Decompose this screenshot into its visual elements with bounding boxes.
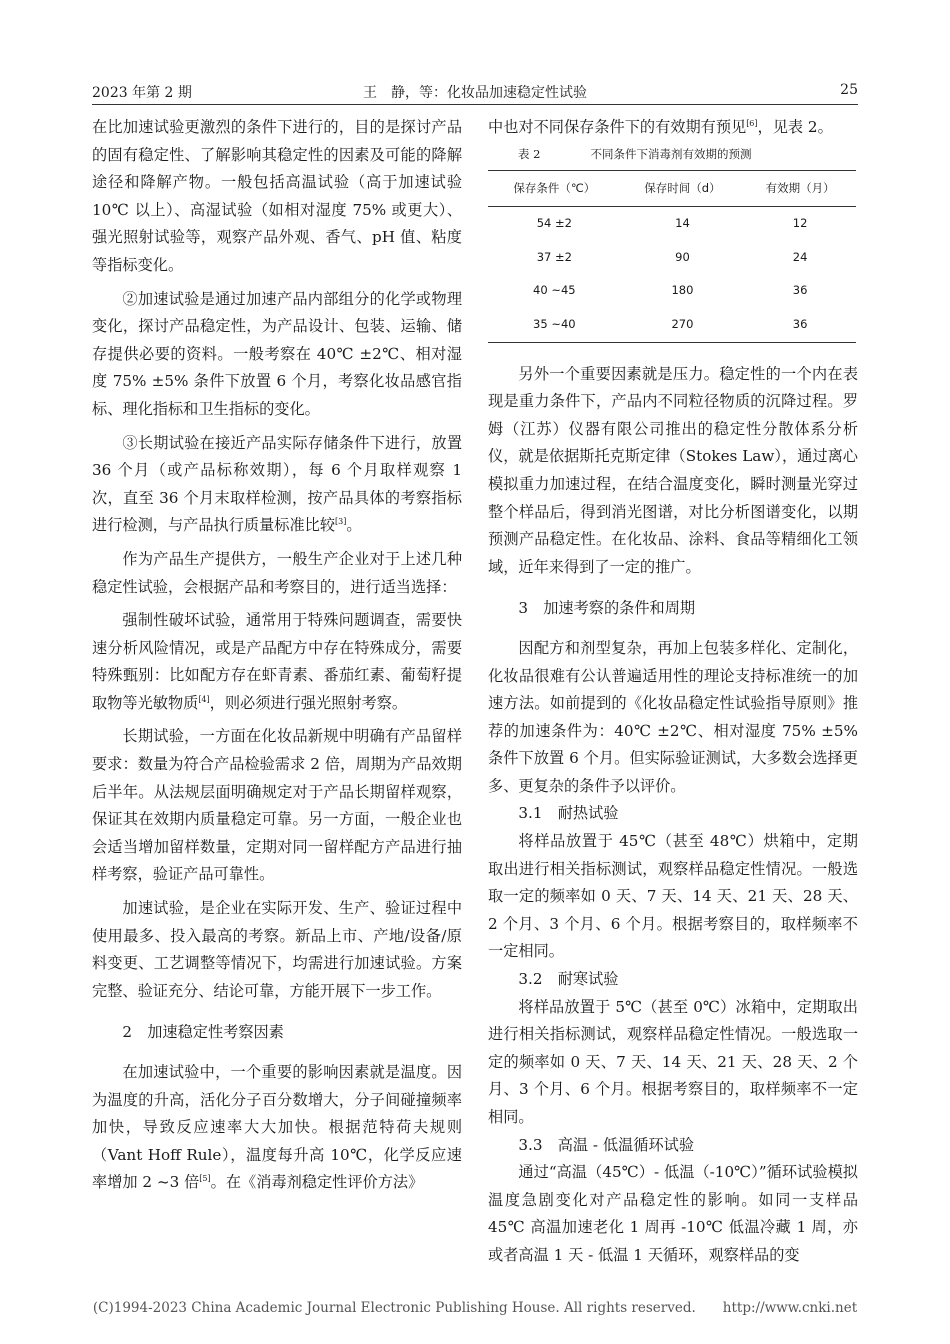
table-row: 40 ~45 180 36 [533, 283, 808, 298]
paragraph: 作为产品生产提供方，一般生产企业对于上述几种稳定性试验，会根据产品和考察目的，进行适当选择： [92, 549, 462, 596]
table-row: 37 ±2 90 24 [536, 249, 808, 264]
table-caption [518, 146, 858, 162]
table-header: 保存条件（℃） [488, 170, 621, 207]
paragraph: ②加速试验是通过加速产品内部组分的化学或物理变化，探讨产品稳定性，为产品设计、包装、运输、储存提供必要的资料。一般考察在 40℃ ±2℃、相对湿度 75% ±5% 条件下放置 6 个月，考察化妆品感官指标、理化指标和卫生指标的变化。 [92, 289, 462, 418]
table-header: 保存时间（d） [621, 170, 745, 207]
article-title: 王 静，等：化妆品加速稳定性试验 [363, 85, 587, 101]
subsection-heading: 3.1 耐热试验 [518, 804, 619, 823]
paragraph: ③长期试验在接近产品实际存储条件下进行，放置 36 个月（或产品标称效期），每 6 个月取样观察 1 次，直至 36 个月末取样检测，按产品具体的考察指标进行检测，与产品执行质量标准比较[3]。 [92, 433, 462, 535]
paragraph: 长期试验，一方面在化妆品新规中明确有产品留样要求：数量为符合产品检验需求 2 倍，周期为产品效期后半年。从法规层面明确规定对于产品长期留样观察，保证其在效期内质量稳定可靠。另一方面，一般企业也会适当增加留样数量，定期对同一留样配方产品进行抽样考察，验证产品可靠性。 [92, 727, 462, 884]
right-column [488, 114, 858, 1270]
citation[interactable]: [3] [335, 517, 347, 527]
page-number: 25 [840, 82, 858, 98]
paragraph: 将样品放置于 45℃（甚至 48℃）烘箱中，定期取出进行相关指标测试，观察样品稳定性情况。一般选取一定的频率如 0 天、7 天、14 天、21 天、28 天、2 个月、3 个月、6 个月。根据考察目的，取样频率不一定相同。 [488, 832, 858, 961]
section-heading: 2 加速稳定性考察因素 [122, 1023, 284, 1042]
paragraph: 因配方和剂型复杂，再加上包装多样化、定制化，化妆品很难有公认普遍适用性的理论支持标准统一的加速方法。如前提到的《化妆品稳定性试验指导原则》推荐的加速条件为：40℃ ±2℃、相对湿度 75% ±5% 条件下放置 6 个月。但实际验证测试，大多数会选择更多、更复杂的条件予以评价。 [488, 638, 858, 795]
table-number: 表 2 [518, 146, 541, 161]
paragraph: 强制性破坏试验，通常用于特殊问题调查，需要快速分析风险情况，或是产品配方中存在特殊成分，需要特殊甄别：比如配方存在虾青素、番茄红素、葡萄籽提取物等光敏物质[4]，则必须进行强光照射考察。 [92, 611, 462, 712]
left-column [92, 114, 462, 1197]
table-row: 35 ~40 270 36 [488, 308, 856, 342]
issue-label: 2023 年第 2 期 [92, 85, 192, 101]
citation[interactable]: [6] [746, 118, 758, 128]
paragraph: 中也对不同保存条件下的有效期有预见[6]，见表 2。 [488, 118, 833, 136]
paragraph: 加速试验，是企业在实际开发、生产、验证过程中使用最多、投入最高的考察。新品上市、产地/设备/原料变更、工艺调整等情况下，均需进行加速试验。方案完整、验证充分、结论可靠，方能开展下一步工作。 [92, 899, 462, 1000]
paragraph: 在比加速试验更激烈的条件下进行的，目的是探讨产品的固有稳定性、了解影响其稳定性的因素及可能的降解途径和降解产物。一般包括高温试验（高于加速试验 10℃ 以上）、高湿试验（如相对湿度 75% 或更大）、强光照射试验等，观察产品外观、香气、pH 值、粘度等指标变化。 [92, 118, 462, 274]
running-header [92, 82, 858, 106]
paragraph: 通过“高温（45℃）- 低温（-10℃）”循环试验模拟温度急剧变化对产品稳定性的影响。如同一支样品 45℃ 高温加速老化 1 周再 -10℃ 低温冷藏 1 周，亦或者高温 1 天 - 低温 1 天循环，观察样品的变 [488, 1163, 858, 1264]
shelf-life-table [488, 170, 856, 343]
paragraph: 另外一个重要因素就是压力。稳定性的一个内在表现是重力条件下，产品内不同粒径物质的沉降过程。罗姆（江苏）仪器有限公司推出的稳定性分散体系分析仪，就是依据斯托克斯定律（Stokes Law），通过离心模拟重力加速过程，在结合温度变化，瞬时测量光穿过整个样品后，得到消光图谱，对比分析图谱变化，以期预测产品稳定性。在化妆品、涂料、食品等精细化工领域，近年来得到了一定的推广。 [488, 364, 858, 576]
table-header: 有效期（月） [744, 170, 856, 207]
paragraph: 在加速试验中，一个重要的影响因素就是温度。因为温度的升高，活化分子百分数增大，分子间碰撞频率加快，导致反应速率大大加快。根据范特荷夫规则（Vant Hoff Rule），温度每升高 10℃，化学反应速率增加 2 ~3 倍[5]。在《消毒剂稳定性评价方法》 [92, 1063, 462, 1192]
citation[interactable]: [5] [199, 1174, 211, 1184]
paragraph: 将样品放置于 5℃（甚至 0℃）冰箱中，定期取出进行相关指标测试，观察样品稳定性情况。一般选取一定的频率如 0 天、7 天、14 天、21 天、28 天、2 个月、3 个月、6 个月。根据考察目的，取样频率不一定相同。 [488, 997, 858, 1126]
subsection-heading: 3.3 高温 - 低温循环试验 [518, 1135, 695, 1154]
subsection-heading: 3.2 耐寒试验 [518, 970, 619, 989]
section-heading: 3 加速考察的条件和周期 [518, 599, 696, 618]
copyright-footer: (C)1994-2023 China Academic Journal Electronic Publishing House. All rights reserved. http://www.cnki.net [92, 1300, 858, 1316]
table-row: 54 ±2 14 12 [536, 216, 808, 231]
citation[interactable]: [4] [198, 694, 210, 704]
header-rule [92, 104, 858, 105]
table-title: 不同条件下消毒剂有效期的预测 [590, 146, 752, 161]
